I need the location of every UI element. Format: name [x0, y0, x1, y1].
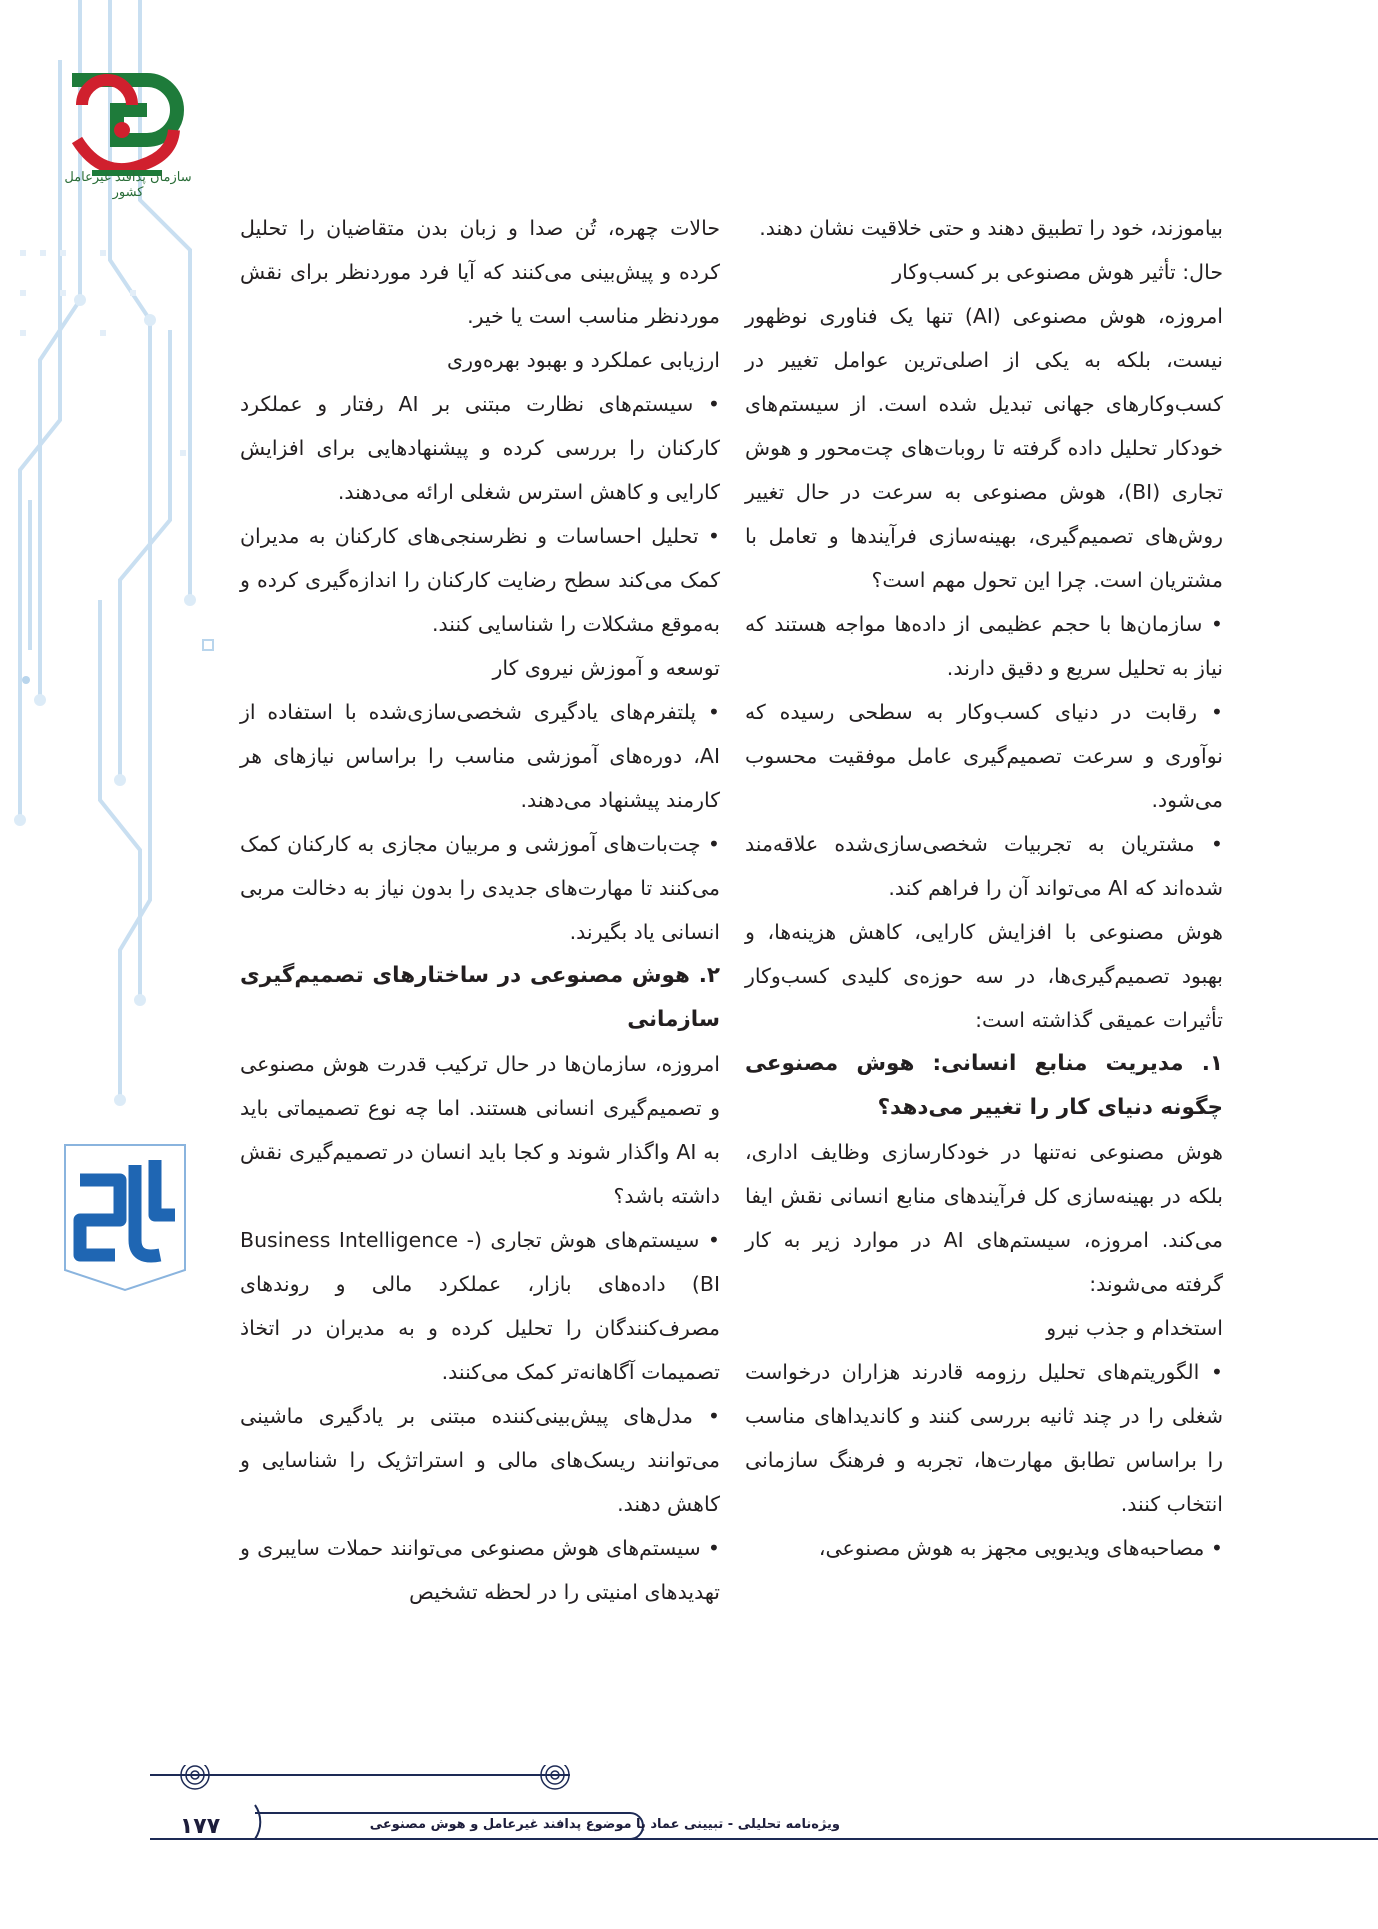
footer-ornament — [150, 1765, 1378, 1845]
subheading: توسعه و آموزش نیروی کار — [492, 656, 720, 680]
paragraph: هوش مصنوعی نه‌تنها در خودکارسازی وظایف اداری، بلکه در بهینه‌سازی کل فرآیندهای منابع انسانی نقش ایفا می‌کند. امروزه، سیستم‌های AI در موارد زیر به کار گرفته می‌شوند: — [745, 1140, 1223, 1296]
bullet-item: • سیستم‌های نظارت مبتنی بر AI رفتار و عملکرد کارکنان را بررسی کرده و پیشنهادهایی برای افزایش کارایی و کاهش استرس شغلی ارائه می‌دهند. — [240, 382, 720, 514]
subheading: ارزیابی عملکرد و بهبود بهره‌وری — [447, 348, 720, 372]
paragraph: حال: تأثیر هوش مصنوعی بر کسب‌وکار — [892, 260, 1223, 284]
right-text-column — [745, 206, 1223, 1570]
page-number: ۱۷۷ — [179, 1814, 221, 1839]
bullet-item: • مدل‌های پیش‌بینی‌کننده مبتنی بر یادگیری ماشینی می‌توانند ریسک‌های مالی و استراتژیک را شناسایی و کاهش دهند. — [240, 1394, 720, 1526]
publication-title: ویژه‌نامه تحلیلی - تبیینی عماد با موضوع پدافند غیرعامل و هوش مصنوعی — [369, 1817, 840, 1832]
section-heading: ۱. مدیریت منابع انسانی: هوش مصنوعی چگونه دنیای کار را تغییر می‌دهد؟ — [745, 1051, 1223, 1120]
paragraph: بیاموزند، خود را تطبیق دهند و حتی خلاقیت نشان دهند. — [759, 216, 1223, 240]
bullet-item: • مشتریان به تجربیات شخصی‌سازی‌شده علاقه‌مند شده‌اند که AI می‌تواند آن را فراهم کند. — [745, 822, 1223, 910]
imad-logo — [60, 1140, 190, 1295]
bullet-item: • تحلیل احساسات و نظرسنجی‌های کارکنان به مدیران کمک می‌کند سطح رضایت کارکنان را اندازه‌گیری کرده و به‌موقع مشکلات را شناسایی کنند. — [240, 514, 720, 646]
bullet-item: • چت‌بات‌های آموزشی و مربیان مجازی به کارکنان کمک می‌کنند تا مهارت‌های جدیدی را بدون نیاز به دخالت مربی انسانی یاد بگیرند. — [240, 822, 720, 954]
paragraph: امروزه، هوش مصنوعی (AI) تنها یک فناوری نوظهور نیست، بلکه به یکی از اصلی‌ترین عوامل تغییر در کسب‌وکارهای جهانی تبدیل شده است. از سیستم‌های خودکار تحلیل داده گرفته تا روبات‌های چت‌محور و هوش تجاری (BI)، هوش مصنوعی به سرعت در حال تغییر روش‌های تصمیم‌گیری، بهینه‌سازی فرآیندها و تعامل با مشتریان است. چرا این تحول مهم است؟ — [745, 304, 1223, 592]
paragraph: هوش مصنوعی با افزایش کارایی، کاهش هزینه‌ها، و بهبود تصمیم‌گیری‌ها، در سه حوزه‌ی کلیدی کسب‌وکار تأثیرات عمیقی گذاشته است: — [745, 920, 1223, 1032]
paragraph: حالات چهره، تُن صدا و زبان بدن متقاضیان را تحلیل کرده و پیش‌بینی می‌کنند که آیا فرد موردنظر برای نقش موردنظر مناسب است یا خیر. — [240, 216, 720, 328]
left-text-column — [240, 206, 720, 1614]
subheading: استخدام و جذب نیرو — [1046, 1316, 1223, 1340]
paragraph: امروزه، سازمان‌ها در حال ترکیب قدرت هوش مصنوعی و تصمیم‌گیری انسانی هستند. اما چه نوع تصمیماتی باید به AI واگذار شوند و کجا باید انسان در تصمیم‌گیری نقش داشته باشد؟ — [240, 1052, 721, 1208]
bullet-item: • سازمان‌ها با حجم عظیمی از داده‌ها مواجه هستند که نیاز به تحلیل سریع و دقیق دارند. — [745, 602, 1223, 690]
logo-caption: سازمان پدافند غیرعامل کشور — [64, 170, 192, 200]
section-heading: ۲. هوش مصنوعی در ساختارهای تصمیم‌گیری سازمانی — [240, 963, 720, 1032]
bullet-item: • رقابت در دنیای کسب‌وکار به سطحی رسیده که نوآوری و سرعت تصمیم‌گیری عامل موفقیت محسوب می‌شود. — [745, 690, 1223, 822]
bullet-item: • سیستم‌های هوش مصنوعی می‌توانند حملات سایبری و تهدیدهای امنیتی را در لحظه تشخیص — [240, 1526, 720, 1614]
bullet-item: • الگوریتم‌های تحلیل رزومه قادرند هزاران درخواست شغلی را در چند ثانیه بررسی کنند و کاندیداهای مناسب را براساس تطابق مهارت‌ها، تجربه و فرهنگ سازمانی انتخاب کنند. — [745, 1350, 1223, 1526]
bullet-item: • مصاحبه‌های ویدیویی مجهز به هوش مصنوعی، — [745, 1526, 1223, 1570]
concentric-circles-ornament — [181, 1765, 569, 1789]
bullet-item: • سیستم‌های هوش تجاری (Business Intelligence - BI) داده‌های بازار، عملکرد مالی و روندهای مصرف‌کنندگان را تحلیل کرده و به مدیران در اتخاذ تصمیمات آگاهانه‌تر کمک می‌کنند. — [240, 1218, 720, 1394]
circuit-decoration — [0, 0, 230, 1929]
bullet-item: • پلتفرم‌های یادگیری شخصی‌سازی‌شده با استفاده از AI، دوره‌های آموزشی مناسب را براساس نیازهای هر کارمند پیشنهاد می‌دهند. — [240, 690, 720, 822]
